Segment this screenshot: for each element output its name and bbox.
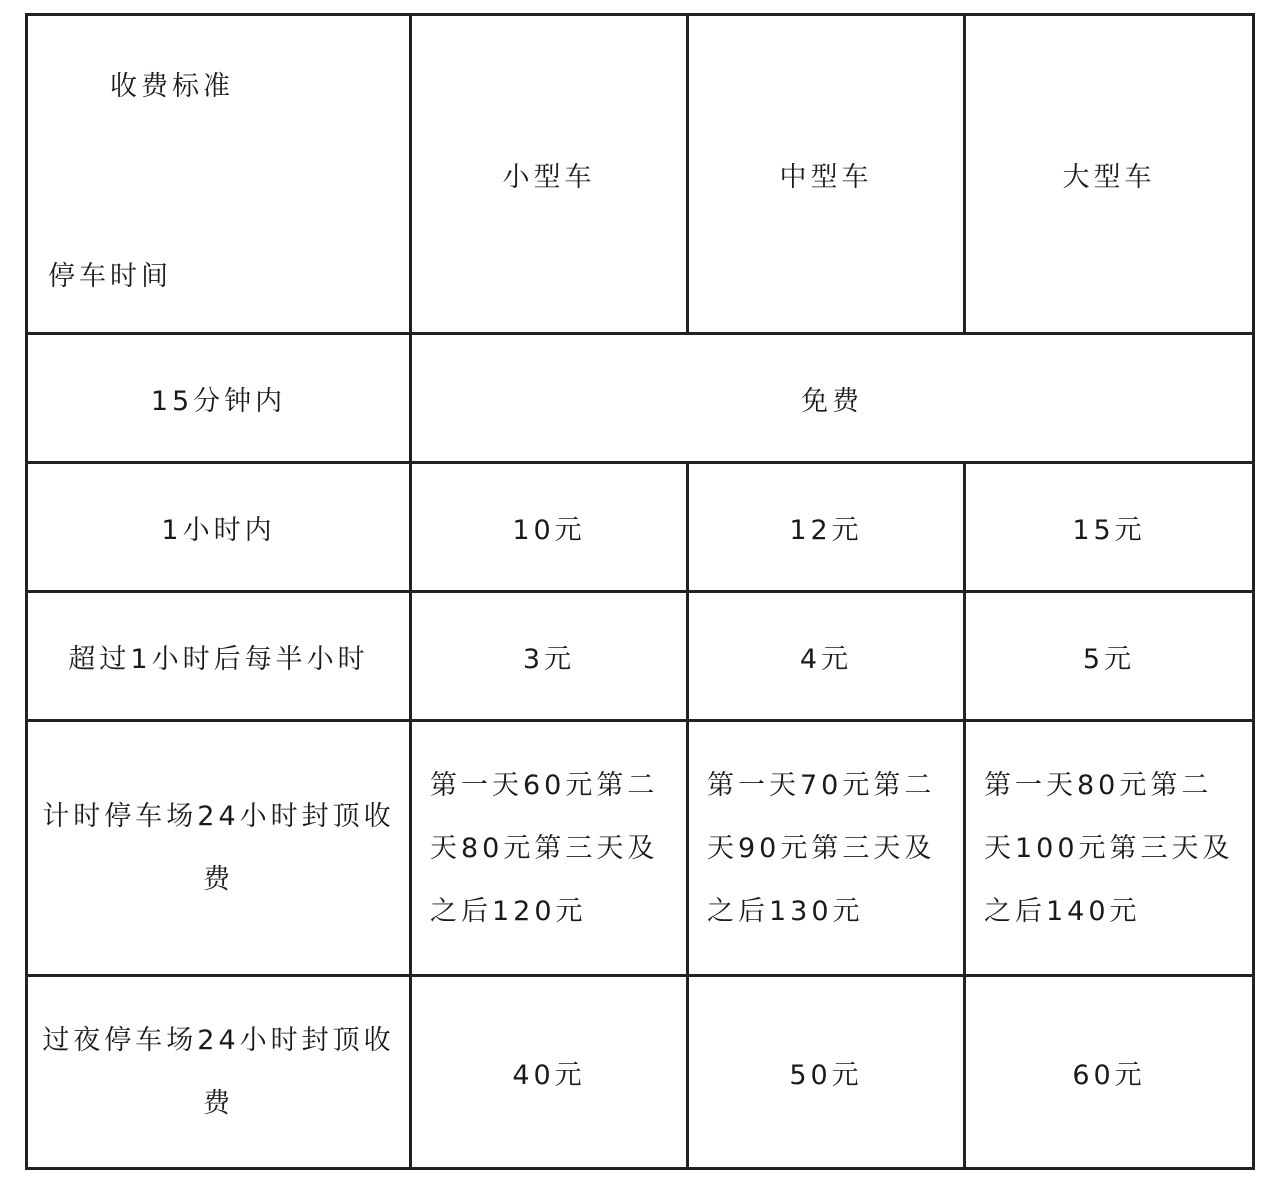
row-label: 过夜停车场24小时封顶收费 — [27, 976, 411, 1169]
fee-cell: 60元 — [965, 976, 1254, 1169]
fee-cell: 40元 — [411, 976, 688, 1169]
fee-cell: 第一天80元第二天100元第三天及之后140元 — [965, 721, 1254, 976]
fee-cell: 15元 — [965, 463, 1254, 592]
fee-standard-label: 收费标准 — [110, 71, 234, 102]
table-row — [27, 592, 1254, 721]
fee-cell: 10元 — [411, 463, 688, 592]
parking-time-label: 停车时间 — [48, 261, 172, 292]
free-cell: 免费 — [411, 334, 1254, 463]
table-row — [27, 334, 1254, 463]
row-label: 超过1小时后每半小时 — [27, 592, 411, 721]
row-label: 计时停车场24小时封顶收费 — [27, 721, 411, 976]
table-row — [27, 976, 1254, 1169]
corner-cell — [27, 15, 411, 334]
fee-cell: 4元 — [688, 592, 965, 721]
fee-cell: 12元 — [688, 463, 965, 592]
fee-cell: 第一天70元第二天90元第三天及之后130元 — [688, 721, 965, 976]
row-label: 1小时内 — [27, 463, 411, 592]
table-row — [27, 463, 1254, 592]
fee-cell: 5元 — [965, 592, 1254, 721]
table-row — [27, 721, 1254, 976]
header-large-car: 大型车 — [965, 15, 1254, 334]
header-row — [27, 15, 1254, 334]
row-label: 15分钟内 — [27, 334, 411, 463]
parking-fee-table — [25, 13, 1255, 1170]
fee-cell: 第一天60元第二天80元第三天及之后120元 — [411, 721, 688, 976]
fee-cell: 3元 — [411, 592, 688, 721]
header-small-car: 小型车 — [411, 15, 688, 334]
fee-cell: 50元 — [688, 976, 965, 1169]
header-medium-car: 中型车 — [688, 15, 965, 334]
